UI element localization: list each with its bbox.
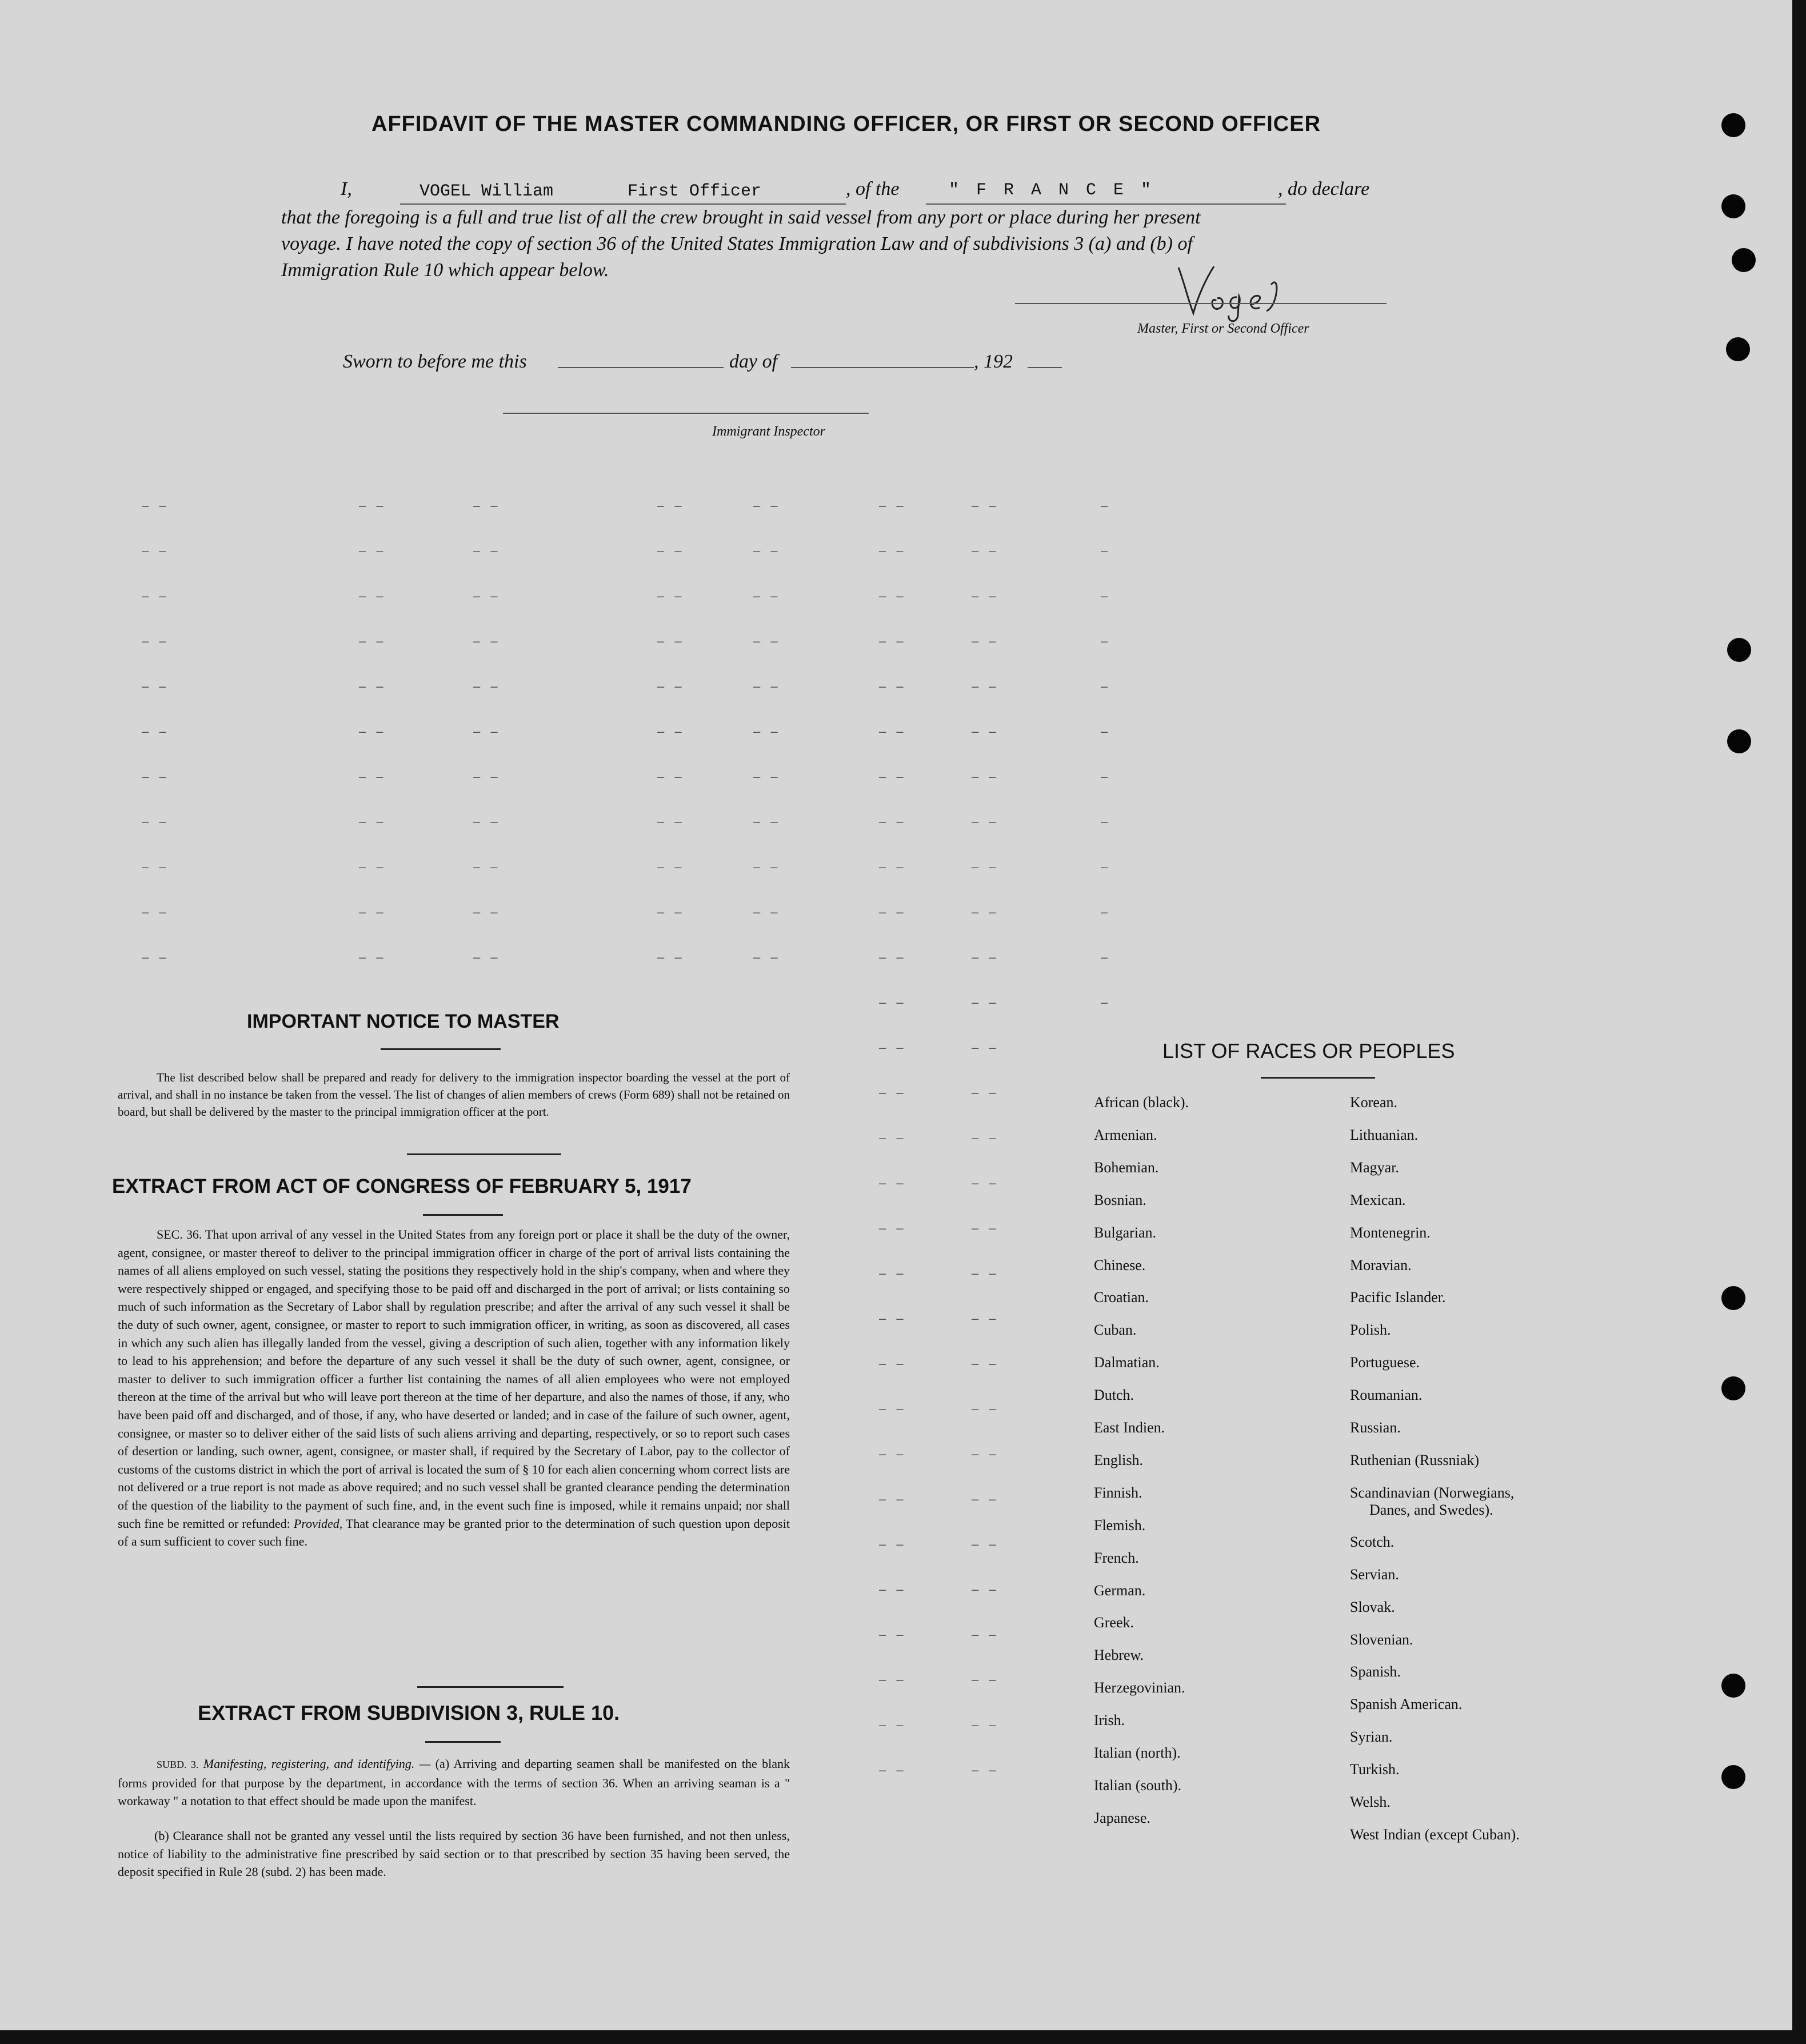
race-item: French. xyxy=(1094,1549,1139,1566)
race-item: Montenegrin. xyxy=(1350,1224,1431,1241)
grid-dash: – – xyxy=(879,1718,907,1732)
race-item: Japanese. xyxy=(1094,1809,1150,1826)
grid-dash: – xyxy=(1101,498,1112,513)
grid-dash: – xyxy=(1101,905,1112,919)
grid-dash: – – xyxy=(657,544,685,558)
scan-border-bottom xyxy=(0,2030,1806,2044)
race-item: Finnish. xyxy=(1094,1484,1142,1501)
act-extract-provided: Provided, xyxy=(293,1516,343,1531)
act-extract-title: EXTRACT FROM ACT OF CONGRESS OF FEBRUARY 5, 1917 xyxy=(112,1175,692,1197)
grid-dash: – – xyxy=(879,860,907,874)
inspector-caption: Immigrant Inspector xyxy=(712,424,825,439)
race-item: Cuban. xyxy=(1094,1322,1137,1339)
grid-dash: – – xyxy=(359,815,387,829)
rule-extract-para-a-heading: Manifesting, registering, and identifying. — xyxy=(203,1756,431,1771)
race-item: Slovak. xyxy=(1350,1598,1395,1615)
grid-dash: – – xyxy=(879,1176,907,1190)
grid-dash: – – xyxy=(753,860,781,874)
race-item: Pacific Islander. xyxy=(1350,1289,1446,1306)
grid-dash: – – xyxy=(657,950,685,964)
grid-dash: – – xyxy=(359,679,387,693)
grid-dash: – – xyxy=(972,544,1000,558)
grid-dash: – – xyxy=(972,1718,1000,1732)
sworn-year-line xyxy=(1028,367,1062,368)
grid-dash: – – xyxy=(473,769,501,784)
grid-dash: – – xyxy=(972,1537,1000,1551)
race-item: Irish. xyxy=(1094,1712,1125,1729)
grid-dash: – – xyxy=(972,1627,1000,1642)
grid-dash: – – xyxy=(879,1311,907,1326)
grid-dash: – – xyxy=(473,679,501,693)
race-item: West Indian (except Cuban). xyxy=(1350,1826,1520,1843)
grid-dash: – – xyxy=(972,1176,1000,1190)
race-item: Lithuanian. xyxy=(1350,1126,1419,1143)
grid-dash: – – xyxy=(879,1356,907,1371)
signature-line xyxy=(1015,303,1387,304)
do-declare-label: , do declare xyxy=(1278,178,1370,199)
grid-dash: – – xyxy=(142,905,170,919)
grid-dash: – – xyxy=(972,950,1000,964)
punch-hole xyxy=(1721,194,1745,218)
race-item: Russian. xyxy=(1350,1419,1401,1436)
grid-dash: – – xyxy=(972,1672,1000,1687)
grid-dash: – – xyxy=(972,679,1000,693)
grid-dash: – – xyxy=(972,815,1000,829)
race-item: Bohemian. xyxy=(1094,1159,1159,1176)
grid-dash: – – xyxy=(972,1221,1000,1235)
grid-dash: – xyxy=(1101,679,1112,693)
grid-dash: – – xyxy=(879,589,907,603)
punch-hole xyxy=(1727,638,1751,662)
sworn-day-of: day of xyxy=(729,351,778,372)
grid-dash: – xyxy=(1101,769,1112,784)
races-title: LIST OF RACES OR PEOPLES xyxy=(1162,1039,1455,1063)
grid-dash: – – xyxy=(879,1447,907,1461)
grid-dash: – – xyxy=(359,950,387,964)
grid-dash: – – xyxy=(972,860,1000,874)
grid-dash: – – xyxy=(972,1763,1000,1777)
grid-dash: – – xyxy=(879,1131,907,1145)
grid-dash: – – xyxy=(972,1131,1000,1145)
grid-dash: – – xyxy=(879,950,907,964)
grid-dash: – – xyxy=(879,724,907,738)
race-item: Dutch. xyxy=(1094,1387,1134,1404)
sworn-year: , 192 xyxy=(974,351,1013,372)
punch-hole xyxy=(1721,1376,1745,1400)
grid-dash: – – xyxy=(142,544,170,558)
grid-dash: – – xyxy=(972,1402,1000,1416)
race-item: Armenian. xyxy=(1094,1126,1157,1143)
grid-dash: – – xyxy=(142,950,170,964)
of-the-label: , of the xyxy=(846,178,900,199)
grid-dash: – – xyxy=(657,815,685,829)
grid-dash: – – xyxy=(879,1266,907,1280)
grid-dash: – – xyxy=(473,860,501,874)
grid-dash: – – xyxy=(972,1447,1000,1461)
race-item: Scandinavian (Norwegians, xyxy=(1350,1484,1515,1501)
punch-hole xyxy=(1721,1674,1745,1698)
race-item: German. xyxy=(1094,1582,1146,1599)
grid-dash: – – xyxy=(879,498,907,513)
grid-dash: – – xyxy=(359,724,387,738)
grid-dash: – – xyxy=(972,1040,1000,1055)
grid-dash: – – xyxy=(753,905,781,919)
inspector-line xyxy=(503,413,869,414)
race-item: Chinese. xyxy=(1094,1256,1146,1273)
grid-dash: – – xyxy=(142,769,170,784)
grid-dash: – – xyxy=(879,1627,907,1642)
grid-dash: – – xyxy=(473,815,501,829)
grid-dash: – – xyxy=(657,679,685,693)
race-item: Dalmatian. xyxy=(1094,1354,1160,1371)
punch-hole xyxy=(1727,729,1751,753)
grid-dash: – – xyxy=(657,769,685,784)
race-item: Ruthenian (Russniak) xyxy=(1350,1451,1480,1468)
grid-dash: – – xyxy=(972,498,1000,513)
grid-dash: – – xyxy=(359,498,387,513)
scan-border-right xyxy=(1792,0,1806,2044)
race-item: Croatian. xyxy=(1094,1289,1149,1306)
rule-extract-para-b: (b) Clearance shall not be granted any vessel until the lists required by section 36 have been furnished, and not then unless, notice of liability to the administrative fine prescribed by said section or to that prescribed by section 35 having been served, the deposit specified in Rule 28 (subd. 2) has been made. xyxy=(118,1829,790,1879)
grid-dash: – – xyxy=(879,544,907,558)
grid-dash: – – xyxy=(473,498,501,513)
grid-dash: – xyxy=(1101,634,1112,648)
officer-signature xyxy=(1166,256,1297,325)
grid-dash: – – xyxy=(879,1582,907,1596)
grid-dash: – – xyxy=(972,1492,1000,1506)
declaration-line-2: that the foregoing is a full and true list of all the crew brought in said vessel from any port or place during her present xyxy=(281,207,1201,228)
race-item: Greek. xyxy=(1094,1614,1134,1631)
grid-dash: – – xyxy=(879,1402,907,1416)
grid-dash: – – xyxy=(753,769,781,784)
sworn-month-line xyxy=(791,367,974,368)
declaration-line-4: Immigration Rule 10 which appear below. xyxy=(281,260,609,281)
affidavit-title: AFFIDAVIT OF THE MASTER COMMANDING OFFICER, OR FIRST OR SECOND OFFICER xyxy=(371,112,1321,136)
typed-officer-name: VOGEL William xyxy=(419,182,554,201)
act-extract-end-rule xyxy=(417,1686,564,1688)
race-item: Italian (south). xyxy=(1094,1776,1182,1794)
race-item: Syrian. xyxy=(1350,1728,1393,1746)
race-item: Mexican. xyxy=(1350,1191,1406,1208)
grid-dash: – – xyxy=(142,589,170,603)
grid-dash: – xyxy=(1101,589,1112,603)
grid-dash: – – xyxy=(879,679,907,693)
grid-dash: – – xyxy=(657,498,685,513)
declaration-i: I, xyxy=(341,178,352,199)
race-item: Spanish American. xyxy=(1350,1696,1463,1713)
vessel-underline xyxy=(926,203,1286,205)
grid-dash: – – xyxy=(753,679,781,693)
race-item: Herzegovinian. xyxy=(1094,1679,1185,1696)
name-underline xyxy=(400,203,846,205)
race-item: Italian (north). xyxy=(1094,1744,1181,1761)
race-item: Spanish. xyxy=(1350,1663,1401,1680)
race-item: Bosnian. xyxy=(1094,1191,1146,1208)
grid-dash: – – xyxy=(879,1085,907,1100)
grid-dash: – – xyxy=(972,724,1000,738)
race-item: Welsh. xyxy=(1350,1794,1391,1810)
grid-dash: – – xyxy=(972,634,1000,648)
grid-dash: – – xyxy=(972,1356,1000,1371)
race-item: Danes, and Swedes). xyxy=(1369,1501,1493,1518)
grid-dash: – – xyxy=(473,544,501,558)
act-extract-text: SEC. 36. That upon arrival of any vessel in the United States from any foreign port or place it shall be the duty of the owner, agent, consignee, or master thereof to deliver to the principal immigration officer in charge of the port of arrival lists containing the names of all aliens employed on such vessel, stating the positions they respectively hold in the ship's company, when and where they were respectively shipped or engaged, and specifying those to be paid off and discharged in the port of arrival; or lists containing so much of such information as the Secretary of Labor shall by regulation prescribe; and after the arrival of any such vessel it shall be the duty of such owner, agent, consignee, or master to report to such immigration officer, in writing, as soon as discovered, all cases in which any such alien has illegally landed from the vessel, giving a description of such alien, together with any information likely to lead to his apprehension; and before the departure of any such vessel it shall be the duty of such owner, agent, consignee, or master to deliver to such immigration officer a further list containing the names of all alien employees who were not employed thereon at the time of the arrival but who will leave port thereon at the time of her departure, and also the names of those, if any, who have been paid off and discharged, and of those, if any, who have deserted or landed; and in case of the failure of such owner, agent, consignee, or master so to deliver either of the said lists of such aliens arriving and departing, respectively, or so to report such cases of desertion or landing, such owner, agent, consignee, or master shall, if required by the Secretary of Labor, pay to the collector of customs of the customs district in which the port of arrival is located the sum of § 10 for each alien concerning whom correct lists are not delivered or a true report is not made as above required; and no such vessel shall be granted clearance pending the determination of the question of the liability to the payment of such fine, and, in the event such fine is imposed, while it remains unpaid; nor shall such fine be remitted or refunded: xyxy=(118,1227,790,1531)
signature-caption: Master, First or Second Officer xyxy=(1137,321,1309,336)
grid-dash: – – xyxy=(657,860,685,874)
grid-dash: – – xyxy=(657,589,685,603)
grid-dash: – – xyxy=(473,950,501,964)
race-item: Polish. xyxy=(1350,1322,1391,1339)
grid-dash: – – xyxy=(879,905,907,919)
sworn-day-line xyxy=(558,367,724,368)
grid-dash: – – xyxy=(753,950,781,964)
rule-extract-subd-lead: SUBD. 3. xyxy=(157,1759,199,1770)
grid-dash: – – xyxy=(879,634,907,648)
typed-officer-rank: First Officer xyxy=(628,182,762,201)
race-item: East Indien. xyxy=(1094,1419,1165,1436)
race-item: Slovenian. xyxy=(1350,1631,1413,1648)
act-extract-text-end: That clearance may be granted prior to the determination of such question upon deposit of a sum sufficient to cover such fine. xyxy=(118,1516,790,1549)
grid-dash: – xyxy=(1101,860,1112,874)
grid-dash: – – xyxy=(142,634,170,648)
grid-dash: – – xyxy=(753,724,781,738)
race-item: Portuguese. xyxy=(1350,1354,1420,1371)
grid-dash: – – xyxy=(473,589,501,603)
grid-dash: – – xyxy=(753,589,781,603)
grid-dash: – – xyxy=(359,905,387,919)
grid-dash: – – xyxy=(657,905,685,919)
grid-dash: – – xyxy=(359,634,387,648)
declaration-line-3: voyage. I have noted the copy of section 36 of the United States Immigration Law and of subdivisions 3 (a) and (b) of xyxy=(281,233,1193,254)
grid-dash: – – xyxy=(753,815,781,829)
grid-dash: – – xyxy=(142,815,170,829)
race-item: Bulgarian. xyxy=(1094,1224,1157,1241)
grid-dash: – – xyxy=(972,1085,1000,1100)
races-title-rule xyxy=(1261,1077,1375,1079)
race-item: Hebrew. xyxy=(1094,1647,1144,1664)
grid-dash: – – xyxy=(972,1582,1000,1596)
grid-dash: – – xyxy=(359,544,387,558)
declaration-line-1 xyxy=(341,178,352,200)
grid-dash: – – xyxy=(359,860,387,874)
race-item: Servian. xyxy=(1350,1566,1399,1583)
grid-dash: – – xyxy=(473,724,501,738)
punch-hole xyxy=(1721,1286,1745,1310)
grid-dash: – – xyxy=(473,634,501,648)
grid-dash: – xyxy=(1101,950,1112,964)
grid-dash: – – xyxy=(879,995,907,1009)
rule-extract-title: EXTRACT FROM SUBDIVISION 3, RULE 10. xyxy=(198,1701,620,1724)
notice-text: The list described below shall be prepared and ready for delivery to the immigration inspector boarding the vessel at the port of arrival, and shall in no instance be taken from the vessel. The list of changes of alien members of crews (Form 689) shall not be retained on board, but shall be delivered by the master to the principal immigration officer at the port. xyxy=(118,1071,790,1119)
race-item: Scotch. xyxy=(1350,1533,1395,1550)
grid-dash: – – xyxy=(879,1763,907,1777)
grid-dash: – – xyxy=(657,634,685,648)
race-item: Korean. xyxy=(1350,1094,1398,1111)
grid-dash: – – xyxy=(753,544,781,558)
grid-dash: – – xyxy=(753,634,781,648)
act-extract-body xyxy=(118,1225,790,1551)
punch-hole xyxy=(1721,113,1745,137)
rule-extract-title-rule xyxy=(425,1741,501,1743)
grid-dash: – – xyxy=(879,1672,907,1687)
typed-vessel-name: " F R A N C E " xyxy=(949,181,1155,200)
grid-dash: – – xyxy=(142,498,170,513)
punch-hole xyxy=(1732,248,1756,272)
grid-dash: – – xyxy=(879,1221,907,1235)
grid-dash: – – xyxy=(142,679,170,693)
notice-title-rule xyxy=(381,1048,501,1050)
grid-dash: – – xyxy=(879,1040,907,1055)
grid-dash: – – xyxy=(972,1311,1000,1326)
grid-dash: – – xyxy=(972,769,1000,784)
grid-dash: – – xyxy=(142,860,170,874)
grid-dash: – – xyxy=(359,589,387,603)
grid-dash: – xyxy=(1101,995,1112,1009)
grid-dash: – – xyxy=(879,769,907,784)
grid-dash: – – xyxy=(753,498,781,513)
grid-dash: – – xyxy=(879,1492,907,1506)
rule-extract-para-a xyxy=(118,1755,790,1810)
grid-dash: – – xyxy=(359,769,387,784)
grid-dash: – – xyxy=(879,815,907,829)
grid-dash: – – xyxy=(972,995,1000,1009)
race-item: Roumanian. xyxy=(1350,1387,1423,1404)
notice-end-rule xyxy=(407,1153,561,1155)
race-item: English. xyxy=(1094,1451,1143,1468)
grid-dash: – – xyxy=(142,724,170,738)
grid-dash: – – xyxy=(972,905,1000,919)
grid-dash: – xyxy=(1101,544,1112,558)
race-item: Moravian. xyxy=(1350,1256,1412,1273)
race-item: Magyar. xyxy=(1350,1159,1399,1176)
grid-dash: – – xyxy=(972,589,1000,603)
grid-dash: – xyxy=(1101,815,1112,829)
grid-dash: – xyxy=(1101,724,1112,738)
race-item: African (black). xyxy=(1094,1094,1189,1111)
grid-dash: – – xyxy=(972,1266,1000,1280)
grid-dash: – – xyxy=(473,905,501,919)
grid-dash: – – xyxy=(657,724,685,738)
notice-title: IMPORTANT NOTICE TO MASTER xyxy=(247,1011,560,1032)
race-item: Turkish. xyxy=(1350,1761,1400,1778)
grid-dash: – – xyxy=(879,1537,907,1551)
punch-hole xyxy=(1726,337,1750,361)
punch-hole xyxy=(1721,1765,1745,1789)
race-item: Flemish. xyxy=(1094,1516,1146,1534)
act-extract-title-rule xyxy=(423,1214,503,1216)
rule-extract-para-a-text: (a) Arriving and departing seamen shall be manifested on the blank forms provided for that purpose by the department, in accordance with the terms of section 36. When an arriving seaman is a " workaway " a notation to that effect should be made upon the manifest. xyxy=(118,1756,790,1808)
sworn-prefix: Sworn to before me this xyxy=(343,351,527,372)
